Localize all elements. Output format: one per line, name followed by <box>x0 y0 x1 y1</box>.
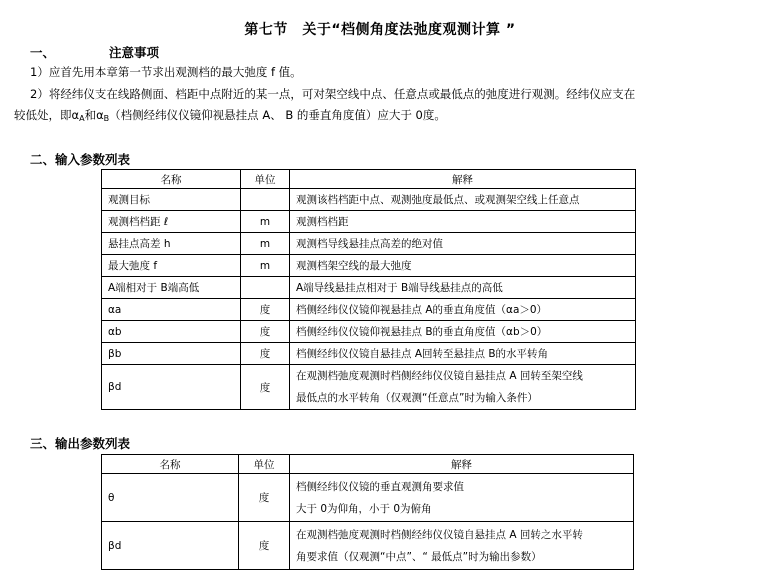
description-line: 在观测档弛度观测时档侧经纬仪仪镜自悬挂点 A 回转之水平转 <box>296 528 583 541</box>
description-line: A端导线悬挂点相对于 B端导线悬挂点的高低 <box>296 282 503 294</box>
table-header-row <box>102 170 636 189</box>
table-row <box>102 522 634 570</box>
page-title: 第七节 关于“档侧角度法弛度观测计算 ” <box>244 22 516 38</box>
param-name: αb <box>102 321 241 343</box>
param-description <box>290 365 636 410</box>
param-unit <box>241 189 290 211</box>
param-unit: 度 <box>239 474 290 522</box>
column-header-name: 名称 <box>102 170 241 189</box>
param-unit: 度 <box>241 365 290 410</box>
output-params-table <box>101 454 634 570</box>
description-line: 观测该档档距中点、观测弛度最低点、或观测架空线上任意点 <box>296 194 580 206</box>
param-description <box>290 474 634 522</box>
description-line: 观测档档距 <box>296 216 349 228</box>
description-line: 观测档导线悬挂点高差的绝对值 <box>296 238 443 250</box>
note-item-2-line1: 2）将经纬仪支在线路侧面、档距中点附近的某一点，可对架空线中点、任意点或最低点的弛度进行观测。经纬仪应支在 <box>30 87 636 101</box>
param-name: 最大弛度 f <box>102 255 241 277</box>
description-line: 观测档架空线的最大弛度 <box>296 260 412 272</box>
section1-number: 一、 <box>30 45 56 60</box>
section3-heading: 三、输出参数列表 <box>30 436 131 451</box>
subscript-b: B <box>103 114 110 123</box>
section2-heading: 二、输入参数列表 <box>30 152 131 167</box>
description-line: 在观测档弛度观测时档侧经纬仪仪镜自悬挂点 A 回转至架空线 <box>296 370 583 382</box>
param-name: A端相对于 B端高低 <box>102 277 241 299</box>
param-description <box>290 343 636 365</box>
note-text-prefix: 较低处，即α <box>14 108 80 122</box>
note-text-mid: 和α <box>84 108 104 122</box>
param-unit: 度 <box>241 321 290 343</box>
param-description <box>290 189 636 211</box>
table-row <box>102 321 636 343</box>
param-unit <box>241 277 290 299</box>
table-row <box>102 343 636 365</box>
param-name: βd <box>102 365 241 410</box>
param-description <box>290 522 634 570</box>
param-name: αa <box>102 299 241 321</box>
input-params-table <box>101 169 636 410</box>
column-header-desc: 解释 <box>290 170 636 189</box>
description-line: 档侧经纬仪仪镜仰视悬挂点 A的垂直角度值（αa＞0） <box>296 304 548 316</box>
table-row <box>102 233 636 255</box>
note-text-suffix: （档侧经纬仪仪镜仰视悬挂点 A、 B 的垂直角度值）应大于 0度。 <box>109 108 446 122</box>
description-line: 最低点的水平转角（仅观测“任意点”时为输入条件） <box>296 392 538 404</box>
param-unit: m <box>241 211 290 233</box>
table-row <box>102 365 636 410</box>
description-line: 档侧经纬仪仪镜自悬挂点 A回转至悬挂点 B的水平转角 <box>296 348 549 360</box>
param-unit: m <box>241 255 290 277</box>
section1-heading <box>30 43 159 61</box>
description-line: 角要求值（仅观测“中点”、“ 最低点”时为输出参数） <box>296 550 542 563</box>
param-name: θ <box>102 474 239 522</box>
param-name: 观测目标 <box>102 189 241 211</box>
table-row <box>102 277 636 299</box>
column-header-unit: 单位 <box>239 455 290 474</box>
column-header-unit: 单位 <box>241 170 290 189</box>
table-row <box>102 211 636 233</box>
param-description <box>290 233 636 255</box>
subscript-a: A <box>79 114 85 123</box>
column-header-desc: 解释 <box>290 455 634 474</box>
param-unit: m <box>241 233 290 255</box>
note-item-2-line2 <box>14 107 446 123</box>
param-unit: 度 <box>241 343 290 365</box>
description-line: 档侧经纬仪仪镜仰视悬挂点 B的垂直角度值（αb＞0） <box>296 326 548 338</box>
param-description <box>290 277 636 299</box>
column-header-name: 名称 <box>102 455 239 474</box>
param-description <box>290 211 636 233</box>
table-header-row <box>102 455 634 474</box>
param-description <box>290 255 636 277</box>
param-description <box>290 299 636 321</box>
param-name: 悬挂点高差 h <box>102 233 241 255</box>
param-name: βd <box>102 522 239 570</box>
section1-title: 注意事项 <box>109 45 160 60</box>
param-description <box>290 321 636 343</box>
description-line: 大于 0为仰角，小于 0为俯角 <box>296 502 432 515</box>
table-row <box>102 299 636 321</box>
param-unit: 度 <box>239 522 290 570</box>
table-row <box>102 189 636 211</box>
param-unit: 度 <box>241 299 290 321</box>
note-item-1: 1）应首先用本章第一节求出观测档的最大弛度 f 值。 <box>30 65 302 79</box>
table-row <box>102 255 636 277</box>
description-line: 档侧经纬仪仪镜的垂直观测角要求值 <box>296 480 464 493</box>
param-name: 观测档档距 ℓ <box>102 211 241 233</box>
table-row <box>102 474 634 522</box>
param-name: βb <box>102 343 241 365</box>
